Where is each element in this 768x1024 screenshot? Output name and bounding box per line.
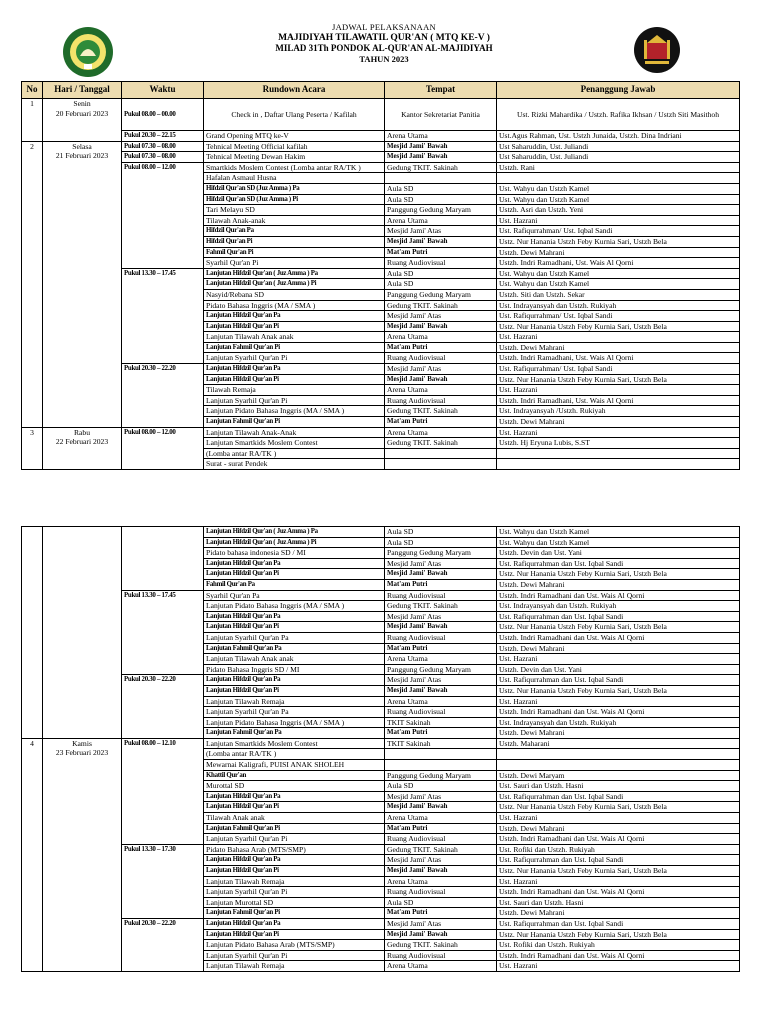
row-tempat: Mat'am Putri	[385, 728, 497, 739]
row-pj: Ust. Hazrani	[497, 876, 740, 887]
row-time: Pukul 08.00 – 12.10	[122, 738, 204, 844]
row-acara: (Lomba antar RA/TK )	[204, 749, 385, 760]
col-header-pj: Penanggung Jawab	[497, 82, 740, 99]
row-no: 1	[22, 99, 43, 131]
row-acara: Hafalan Asmaul Husna	[204, 173, 385, 184]
row-pj: Ustzh. Indri Ramadhani, Ust. Wais Al Qorni	[497, 353, 740, 364]
row-tempat: Ruang Audiovisual	[385, 395, 497, 406]
row-pj: Ust. Wahyu dan Ustzh Kamel	[497, 527, 740, 538]
row-pj: Ust. Indrayansyah dan Ustzh. Rukiyah	[497, 300, 740, 311]
day-name: Selasa	[72, 141, 92, 151]
row-tempat: Mesjid Jami' Bawah	[385, 802, 497, 813]
table-header-row	[22, 82, 740, 99]
row-tempat: Arena Utama	[385, 332, 497, 343]
row-acara: Lanjutan Fahmil Qur'an Pa	[204, 643, 385, 654]
row-tempat: Gedung TKIT. Sakinah	[385, 162, 497, 173]
row-acara: Lanjutan Hifdzil Qur'an Pi	[204, 866, 385, 877]
schedule-table-page2	[21, 526, 740, 972]
row-pj: Ustz. Nur Hanania Ustzh Feby Kurnia Sari, Ustzh Bela	[497, 802, 740, 813]
row-acara: Lanjutan Hifdzil Qur'an Pa	[204, 611, 385, 622]
row-acara: Lanjutan Hifdzil Qur'an Pi	[204, 929, 385, 940]
row-tempat: Mesjid Jami' Atas	[385, 558, 497, 569]
row-tempat: Mat'am Putri	[385, 247, 497, 258]
row-tempat: Arena Utama	[385, 385, 497, 396]
row-time: Pukul 20.30 – 22.20	[122, 918, 204, 971]
row-pj: Ustzh. Asri dan Ustzh. Yeni	[497, 205, 740, 216]
day3-rows	[22, 427, 740, 469]
row-acara: Lanjutan Hifdzil Qur'an Pi	[204, 802, 385, 813]
row-pj: Ust. Rafiqurrahman/ Ust. Iqbal Sandi	[497, 364, 740, 375]
day-date: 23 Februari 2023	[55, 748, 109, 758]
title-line-4: TAHUN 2023	[359, 53, 409, 64]
row-tempat: Aula SD	[385, 268, 497, 279]
row-tempat: Mesjid Jami' Atas	[385, 611, 497, 622]
row-tempat: TKIT Sakinah	[385, 738, 497, 749]
row-acara: Lanjutan Fahmil Qur'an Pi	[204, 908, 385, 919]
row-time: Pukul 08.00 – 12.00	[122, 427, 204, 469]
row-pj: Ust. Indrayansyah /Ustzh. Rukiyah	[497, 406, 740, 417]
row-acara: Lanjutan Fahmil Qur'an Pi	[204, 823, 385, 834]
row-pj: Ust. Sauri dan Ustzh. Hasni	[497, 781, 740, 792]
row-acara: Lanjutan Tilawah Anak-Anak	[204, 427, 385, 438]
table-row	[22, 99, 740, 131]
row-time: Pukul 20.30 – 22.15	[122, 131, 204, 142]
row-pj: Ust. Wahyu dan Ustzh Kamel	[497, 183, 740, 194]
row-day	[43, 141, 122, 427]
row-tempat: Aula SD	[385, 537, 497, 548]
row-tempat: Mesjid Jami' Bawah	[385, 569, 497, 580]
row-pj: Ust. Rafiqurrahman dan Ust. Iqbal Sandi	[497, 558, 740, 569]
row-tempat: Mesjid Jami' Bawah	[385, 236, 497, 247]
row-tempat: Mat'am Putri	[385, 417, 497, 428]
row-pj: Ust Saharuddin, Ust. Juliandi	[497, 152, 740, 163]
row-tempat	[385, 173, 497, 184]
row-no: 2	[22, 141, 43, 427]
row-acara: Tilawah Anak-anak	[204, 215, 385, 226]
row-pj: Ust. Indrayansyah dan Ustzh. Rukiyah	[497, 601, 740, 612]
row-acara: Murottal SD	[204, 781, 385, 792]
row-pj: Ust. Wahyu dan Ustzh Kamel	[497, 194, 740, 205]
row-pj: Ust. Sauri dan Ustzh. Hasni	[497, 897, 740, 908]
row-acara: Lanjutan Tilawah Anak anak	[204, 332, 385, 343]
row-tempat: Mat'am Putri	[385, 579, 497, 590]
row-acara: Lanjutan Smartkids Moslem Contest	[204, 438, 385, 449]
row-acara: Pidato Bahasa Inggris (MA / SMA )	[204, 300, 385, 311]
row-pj: Ustzh. Dewi Mahrani	[497, 579, 740, 590]
row-pj: Ust. Hazrani	[497, 215, 740, 226]
row-acara: Lanjutan Murottal SD	[204, 897, 385, 908]
row-pj: Ustzh. Indri Ramadhani dan Ust. Wais Al Qorni	[497, 887, 740, 898]
row-tempat: Ruang Audiovisual	[385, 707, 497, 718]
title-line-2: MAJIDIYAH TILAWATIL QUR'AN ( MTQ KE-V )	[278, 32, 490, 43]
row-acara: Lanjutan Tilawah Remaja	[204, 696, 385, 707]
row-pj: Ust. Rafiqurrahman dan Ust. Iqbal Sandi	[497, 918, 740, 929]
row-tempat: Arena Utama	[385, 696, 497, 707]
row-acara: Tari Melayu SD	[204, 205, 385, 216]
row-pj: Ust. Hazrani	[497, 427, 740, 438]
row-time: Pukul 13.30 – 17.45	[122, 268, 204, 363]
row-tempat: Ruang Audiovisual	[385, 590, 497, 601]
row-pj: Ust. Wahyu dan Ustzh Kamel	[497, 268, 740, 279]
row-time: Pukul 08.00 – 00.00	[122, 99, 204, 131]
document-title	[0, 22, 768, 64]
row-day	[43, 738, 122, 971]
row-acara: Lanjutan Pidato Bahasa Inggris (MA / SMA )	[204, 406, 385, 417]
row-pj: Ustzh. Indri Ramadhani dan Ust. Wais Al Qorni	[497, 950, 740, 961]
row-acara: Smartkids Moslem Contest (Lomba antar RA/TK )	[204, 162, 385, 173]
row-acara: Syarhil Qur'an Pa	[204, 590, 385, 601]
row-pj: Ustzh. Devin dan Ust. Yani	[497, 548, 740, 559]
row-time: Pukul 13.30 – 17.45	[122, 590, 204, 675]
row-pj: Ust. Hazrani	[497, 654, 740, 665]
row-tempat: Ruang Audiovisual	[385, 353, 497, 364]
row-pj: Ustzh. Siti dan Ustzh. Sekar	[497, 289, 740, 300]
row-pj: Ustz. Nur Hanania Ustzh Feby Kurnia Sari, Ustzh Bela	[497, 569, 740, 580]
row-tempat: Mesjid Jami' Bawah	[385, 141, 497, 152]
row-acara: Lanjutan Hifdzil Qur'an Pa	[204, 558, 385, 569]
row-tempat: Aula SD	[385, 279, 497, 290]
row-acara: Lanjutan Hifdzil Qur'an ( Juz Amma ) Pi	[204, 537, 385, 548]
row-acara: Tilawah Remaja	[204, 385, 385, 396]
row-tempat: Gedung TKIT. Sakinah	[385, 844, 497, 855]
row-acara: Tilawah Anak anak	[204, 813, 385, 824]
row-acara: Lanjutan Hifdzil Qur'an Pi	[204, 374, 385, 385]
row-time: Pukul 07.30 – 08.00	[122, 141, 204, 152]
page2-rows-a	[22, 527, 740, 739]
day-date: 21 Februari 2023	[55, 151, 109, 161]
row-acara: Lanjutan Pidato Bahasa Inggris (MA / SMA )	[204, 601, 385, 612]
col-header-day: Hari / Tanggal	[43, 82, 122, 99]
row-pj: Ust. Rafiqurrahman dan Ust. Iqbal Sandi	[497, 791, 740, 802]
table-row	[22, 131, 740, 142]
row-tempat: Arena Utama	[385, 813, 497, 824]
row-pj: Ustzh. Indri Ramadhani dan Ust. Wais Al Qorni	[497, 707, 740, 718]
row-acara: Lanjutan Syarhil Qur'an Pa	[204, 707, 385, 718]
table-row	[22, 844, 740, 855]
day-date: 20 Februari 2023	[55, 108, 109, 118]
row-tempat: Arena Utama	[385, 876, 497, 887]
table-row	[22, 675, 740, 686]
row-tempat: Ruang Audiovisual	[385, 950, 497, 961]
row-pj: Ust. Rofiki dan Ustzh. Rukiyah	[497, 844, 740, 855]
row-pj: Ust. Rafiqurrahman/ Ust. Iqbal Sandi	[497, 226, 740, 237]
table-row	[22, 162, 740, 173]
row-pj	[497, 459, 740, 470]
row-acara: Lanjutan Hifdzil Qur'an Pa	[204, 791, 385, 802]
row-tempat: Ruang Audiovisual	[385, 834, 497, 845]
row-acara: Lanjutan Hifdzil Qur'an Pi	[204, 685, 385, 696]
row-pj: Ustzh. Indri Ramadhani, Ust. Wais Al Qorni	[497, 258, 740, 269]
row-pj: Ust. Rafiqurrahman dan Ust. Iqbal Sandi	[497, 675, 740, 686]
row-pj: Ust. Rizki Mahardika / Ustzh. Rafika Ikhsan / Ustzh Siti Masithoh	[497, 99, 740, 131]
row-pj: Ust. Rafiqurrahman dan Ust. Iqbal Sandi	[497, 611, 740, 622]
row-acara: Lanjutan Syarhil Qur'an Pi	[204, 353, 385, 364]
row-pj: Ustzh. Indri Ramadhani dan Ust. Wais Al Qorni	[497, 590, 740, 601]
row-pj: Ustzh. Maharani	[497, 738, 740, 749]
row-tempat: Arena Utama	[385, 654, 497, 665]
row-tempat: TKIT Sakinah	[385, 717, 497, 728]
row-pj: Ust. Rafiqurrahman dan Ust. Iqbal Sandi	[497, 855, 740, 866]
row-tempat: Aula SD	[385, 194, 497, 205]
row-acara: Hifdzil Qur'an SD (Juz Amma ) Pi	[204, 194, 385, 205]
row-acara: Lanjutan Hifdzil Qur'an Pa	[204, 311, 385, 322]
row-acara: Lanjutan Syarhil Qur'an Pi	[204, 887, 385, 898]
row-time	[122, 527, 204, 591]
row-pj: Ust. Indrayansyah dan Ustzh. Rukiyah	[497, 717, 740, 728]
row-tempat: Mesjid Jami' Atas	[385, 364, 497, 375]
row-acara: Lanjutan Syarhil Qur'an Pa	[204, 632, 385, 643]
row-pj	[497, 173, 740, 184]
row-acara: Hifdzil Qur'an Pi	[204, 236, 385, 247]
row-acara: Lanjutan Hifdzil Qur'an ( Juz Amma ) Pa	[204, 527, 385, 538]
row-pj: Ustzh. Indri Ramadhani, Ust. Wais Al Qorni	[497, 395, 740, 406]
row-pj: Ustzh. Dewi Mahrani	[497, 342, 740, 353]
row-pj: Ust Saharuddin, Ust. Juliandi	[497, 141, 740, 152]
row-tempat: Panggung Gedung Maryam	[385, 548, 497, 559]
row-acara: Hifdzil Qur'an SD (Juz Amma ) Pa	[204, 183, 385, 194]
row-acara: Lanjutan Hifdzil Qur'an Pi	[204, 622, 385, 633]
row-tempat: Aula SD	[385, 527, 497, 538]
row-tempat: Mesjid Jami' Bawah	[385, 929, 497, 940]
row-no: 3	[22, 427, 43, 469]
row-tempat: Panggung Gedung Maryam	[385, 205, 497, 216]
row-no: 4	[22, 738, 43, 971]
row-tempat: Gedung TKIT. Sakinah	[385, 940, 497, 951]
row-pj: Ustz. Nur Hanania Ustzh Feby Kurnia Sari, Ustzh Bela	[497, 929, 740, 940]
row-acara: Fahmil Qur'an Pi	[204, 247, 385, 258]
row-tempat: Aula SD	[385, 781, 497, 792]
row-tempat: Mesjid Jami' Bawah	[385, 152, 497, 163]
row-acara: Pidato Bahasa Inggris SD / MI	[204, 664, 385, 675]
row-acara: Hifdzil Qur'an Pa	[204, 226, 385, 237]
table-row	[22, 918, 740, 929]
row-acara: Grand Opening MTQ ke-V	[204, 131, 385, 142]
row-pj: Ustzh. Dewi Maryam	[497, 770, 740, 781]
row-pj	[497, 760, 740, 771]
row-pj: Ust. Hazrani	[497, 813, 740, 824]
row-acara: (Lomba antar RA/TK )	[204, 448, 385, 459]
row-pj: Ustzh. Devin dan Ust. Yani	[497, 664, 740, 675]
row-tempat	[385, 448, 497, 459]
row-acara: Lanjutan Hifdzil Qur'an Pi	[204, 321, 385, 332]
row-tempat: Mesjid Jami' Bawah	[385, 374, 497, 385]
row-pj: Ustzh. Indri Ramadhani dan Ust. Wais Al Qorni	[497, 632, 740, 643]
row-tempat: Aula SD	[385, 183, 497, 194]
row-acara: Mewarnai Kaligrafi, PUISI ANAK SHOLEH	[204, 760, 385, 771]
row-tempat	[385, 760, 497, 771]
row-tempat	[385, 749, 497, 760]
row-acara: Lanjutan Hifdzil Qur'an Pa	[204, 364, 385, 375]
row-pj: Ustz. Nur Hanania Ustzh Feby Kurnia Sari, Ustzh Bela	[497, 374, 740, 385]
row-tempat: Mesjid Jami' Bawah	[385, 321, 497, 332]
row-time: Pukul 13.30 – 17.30	[122, 844, 204, 918]
row-acara: Surat - surat Pendek	[204, 459, 385, 470]
row-pj: Ustzh. Dewi Mahrani	[497, 823, 740, 834]
row-tempat: Mesjid Jami' Atas	[385, 791, 497, 802]
day2-rows	[22, 141, 740, 427]
row-time: Pukul 20.30 – 22.20	[122, 364, 204, 428]
row-acara: Nasyid/Rebana SD	[204, 289, 385, 300]
table-row	[22, 268, 740, 279]
row-pj: Ustz. Nur Hanania Ustzh Feby Kurnia Sari, Ustzh Bela	[497, 236, 740, 247]
row-acara: Lanjutan Tilawah Remaja	[204, 961, 385, 972]
row-pj: Ustzh. Rani	[497, 162, 740, 173]
row-pj: Ust. Wahyu dan Ustzh Kamel	[497, 279, 740, 290]
row-acara: Pidato Bahasa Arab (MTS/SMP)	[204, 844, 385, 855]
col-header-tempat: Tempat	[385, 82, 497, 99]
row-pj	[497, 448, 740, 459]
row-tempat: Mesjid Jami' Atas	[385, 675, 497, 686]
row-tempat: Gedung TKIT. Sakinah	[385, 601, 497, 612]
table-row	[22, 590, 740, 601]
row-time: Pukul 20.30 – 22.20	[122, 675, 204, 739]
row-tempat: Gedung TKIT. Sakinah	[385, 438, 497, 449]
row-pj: Ust. Rofiki dan Ustzh. Rukiyah	[497, 940, 740, 951]
row-pj: Ustzh. Dewi Mahrani	[497, 247, 740, 258]
row-tempat: Kantor Sekretariat Panitia	[385, 99, 497, 131]
row-tempat: Arena Utama	[385, 215, 497, 226]
row-acara: Lanjutan Fahmil Qur'an Pi	[204, 417, 385, 428]
row-tempat: Ruang Audiovisual	[385, 887, 497, 898]
table-row	[22, 141, 740, 152]
row-pj: Ustz. Nur Hanania Ustzh Feby Kurnia Sari, Ustzh Bela	[497, 866, 740, 877]
col-header-acara: Rundown Acara	[204, 82, 385, 99]
row-pj: Ust. Hazrani	[497, 961, 740, 972]
row-pj: Ustzh. Indri Ramadhani dan Ust. Wais Al Qorni	[497, 834, 740, 845]
row-acara: Check in , Daftar Ulang Peserta / Kafilah	[204, 99, 385, 131]
row-acara: Lanjutan Pidato Bahasa Inggris (MA / SMA )	[204, 717, 385, 728]
row-acara: Tehnical Meeting Dewan Hakim	[204, 152, 385, 163]
row-acara: Lanjutan Syarhil Qur'an Pi	[204, 950, 385, 961]
row-time: Pukul 07.30 – 08.00	[122, 152, 204, 163]
row-pj: Ustzh. Dewi Mahrani	[497, 643, 740, 654]
row-pj: Ust. Hazrani	[497, 385, 740, 396]
row-tempat: Arena Utama	[385, 427, 497, 438]
row-acara: Lanjutan Smartkids Moslem Contest	[204, 738, 385, 749]
row-acara: Lanjutan Hifdzil Qur'an Pa	[204, 855, 385, 866]
row-tempat: Mat'am Putri	[385, 342, 497, 353]
row-tempat: Mat'am Putri	[385, 908, 497, 919]
table-row	[22, 152, 740, 163]
row-pj: Ustz. Nur Hanania Ustzh Feby Kurnia Sari, Ustzh Bela	[497, 685, 740, 696]
row-pj: Ustz. Nur Hanania Ustzh Feby Kurnia Sari, Ustzh Bela	[497, 622, 740, 633]
row-tempat	[385, 459, 497, 470]
row-acara: Lanjutan Tilawah Anak anak	[204, 654, 385, 665]
row-tempat: Gedung TKIT. Sakinah	[385, 300, 497, 311]
row-tempat: Panggung Gedung Maryam	[385, 289, 497, 300]
row-tempat: Panggung Gedung Maryam	[385, 770, 497, 781]
row-tempat: Mesjid Jami' Bawah	[385, 866, 497, 877]
day-name: Rabu	[73, 427, 91, 437]
row-acara: Lanjutan Hifdzil Qur'an Pa	[204, 918, 385, 929]
row-tempat: Gedung TKIT. Sakinah	[385, 406, 497, 417]
row-acara: Lanjutan Hifdzil Qur'an ( Juz Amma ) Pa	[204, 268, 385, 279]
row-acara: Lanjutan Fahmil Qur'an Pa	[204, 728, 385, 739]
row-acara: Lanjutan Hifdzil Qur'an Pa	[204, 675, 385, 686]
title-line-3: MILAD 31Th PONDOK AL-QUR'AN AL-MAJIDIYAH	[275, 43, 493, 53]
row-acara: Fahmil Qur'an Pa	[204, 579, 385, 590]
schedule-table-page1	[21, 81, 740, 470]
day-name: Senin	[73, 99, 91, 108]
row-acara: Pidato bahasa indonesia SD / MI	[204, 548, 385, 559]
row-day	[43, 427, 122, 469]
row-time: Pukul 08.00 – 12.00	[122, 162, 204, 268]
row-day	[43, 99, 122, 131]
row-acara: Tehnical Meeting Official kafilah	[204, 141, 385, 152]
table-row	[22, 427, 740, 438]
row-tempat: Arena Utama	[385, 961, 497, 972]
row-tempat: Mesjid Jami' Atas	[385, 311, 497, 322]
row-tempat: Aula SD	[385, 897, 497, 908]
row-acara: Lanjutan Hifdzil Qur'an Pi	[204, 569, 385, 580]
row-pj	[497, 749, 740, 760]
day-name: Kamis	[72, 738, 92, 748]
row-tempat: Mesjid Jami' Atas	[385, 226, 497, 237]
row-tempat: Mat'am Putri	[385, 823, 497, 834]
row-tempat: Ruang Audiovisual	[385, 632, 497, 643]
row-pj: Ustzh. Hj Eryuna Lubis, S.ST	[497, 438, 740, 449]
row-tempat: Mesjid Jami' Bawah	[385, 622, 497, 633]
row-acara: Syarhil Qur'an Pi	[204, 258, 385, 269]
row-tempat: Mesjid Jami' Bawah	[385, 685, 497, 696]
row-tempat: Mesjid Jami' Atas	[385, 855, 497, 866]
row-acara: Lanjutan Fahmil Qur'an Pi	[204, 342, 385, 353]
row-pj: Ustzh. Dewi Mahrani	[497, 728, 740, 739]
row-acara: Lanjutan Tilawah Remaja	[204, 876, 385, 887]
col-header-no: No	[22, 82, 43, 99]
row-acara: Khattil Qur'an	[204, 770, 385, 781]
row-pj: Ust. Hazrani	[497, 332, 740, 343]
row-pj: Ust. Rafiqurrahman/ Ust. Iqbal Sandi	[497, 311, 740, 322]
row-tempat: Arena Utama	[385, 131, 497, 142]
row-pj: Ustzh. Dewi Mahrani	[497, 417, 740, 428]
row-tempat: Mesjid Jami' Atas	[385, 918, 497, 929]
row-pj: Ustz. Nur Hanania Ustzh Feby Kurnia Sari, Ustzh Bela	[497, 321, 740, 332]
col-header-time: Waktu	[122, 82, 204, 99]
table-row	[22, 527, 740, 538]
row-pj: Ustzh. Dewi Mahrani	[497, 908, 740, 919]
row-acara: Lanjutan Syarhil Qur'an Pi	[204, 395, 385, 406]
row-acara: Lanjutan Syarhil Qur'an Pi	[204, 834, 385, 845]
row-pj: Ust. Hazrani	[497, 696, 740, 707]
row-tempat: Mat'am Putri	[385, 643, 497, 654]
row-pj: Ust. Wahyu dan Ustzh Kamel	[497, 537, 740, 548]
page2-rows-b	[22, 738, 740, 971]
row-tempat: Ruang Audiovisual	[385, 258, 497, 269]
row-acara: Lanjutan Pidato Bahasa Arab (MTS/SMP)	[204, 940, 385, 951]
row-acara: Lanjutan Hifdzil Qur'an ( Juz Amma ) Pi	[204, 279, 385, 290]
row-tempat: Panggung Gedung Maryam	[385, 664, 497, 675]
table-row	[22, 364, 740, 375]
title-line-1: JADWAL PELAKSANAAN	[331, 22, 436, 32]
table-row	[22, 738, 740, 749]
row-pj: Ust.Agus Rahman, Ust. Ustzh Junaida, Ustzh. Dina Indriani	[497, 131, 740, 142]
day-date: 22 Februari 2023	[55, 437, 109, 447]
